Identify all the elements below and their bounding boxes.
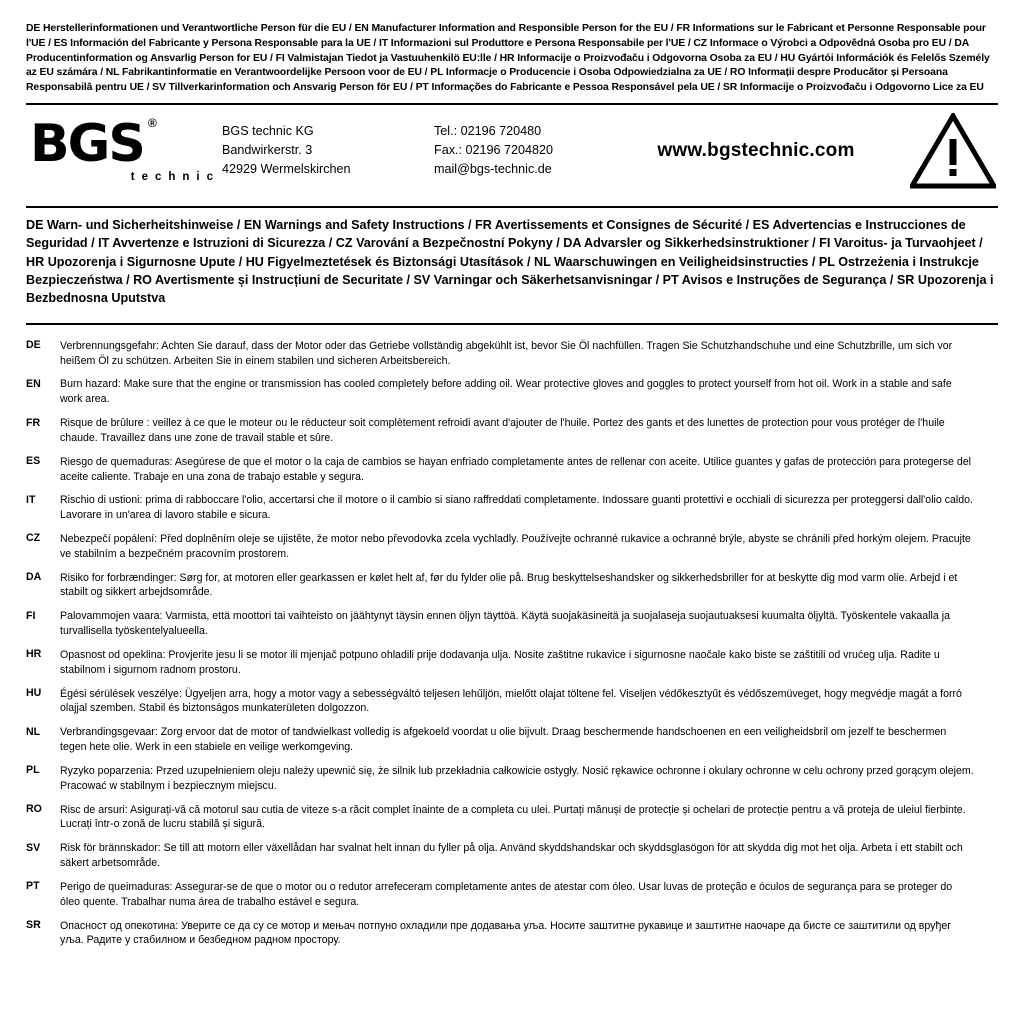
list-item (26, 841, 998, 871)
list-item (26, 455, 998, 485)
list-item (26, 687, 998, 717)
language-text: Risk för brännskador: Se till att motorn eller växellådan har svalnat helt innan du fyller på olja. Använd skyddshandskar och skyddsglasögon för att skydda dig mot het olja. Arbeta i ett stabilt och säkert arbetsområde. (60, 842, 963, 870)
list-item (26, 571, 998, 601)
company-street: Bandwirkerstr. 3 (222, 143, 313, 158)
language-text: Opasnost od opeklina: Provjerite jesu li se motor ili mjenjač potpuno ohladili prije dodavanja ulja. Nosite zaštitne rukavice i sigurnosne naočale kako biste se zaštitili od vrućeg ulja. Radite u stabilnom i sigurnom radnom prostoru. (60, 648, 940, 676)
company-city: 42929 Wermelskirchen (222, 162, 351, 177)
list-item (26, 532, 998, 562)
list-item (26, 764, 998, 794)
language-text: Riesgo de quemaduras: Asegúrese de que el motor o la caja de cambios se hayan enfriado completamente antes de rellenar con aceite. Utilice guantes y gafas de protección para protegerse del aceite caliente. Trabaje en una zona de trabajo estable y segura. (60, 455, 972, 483)
language-code: PT (26, 880, 40, 893)
language-text: Опасност од опекотина: Уверите се да су се мотор и мењач потпуно охладили пре додавања уља. Носите заштитне рукавице и заштитне наочаре да бисте се заштитили од вруђег уља. Радите у стабилном и безбедном радном простору. (60, 919, 952, 947)
language-text: Rischio di ustioni: prima di rabboccare l'olio, accertarsi che il motore o il cambio si siano raffreddati completamente. Indossare guanti protettivi e occhiali di sicurezza per proteggersi dall'olio caldo. Lavorare in un'area di lavoro stabile e sicura. (60, 494, 974, 522)
logo-subtitle: technic (130, 171, 220, 184)
list-item (26, 648, 998, 678)
list-item (26, 880, 998, 910)
list-item (26, 416, 998, 446)
list-item (26, 725, 998, 755)
company-telephone: Tel.: 02196 720480 (434, 124, 542, 139)
language-text: Burn hazard: Make sure that the engine or transmission has cooled completely before adding oil. Wear protective gloves and goggles to protect yourself from hot oil. Work in a stable and safe work area. (60, 378, 952, 406)
language-code: PL (26, 764, 40, 777)
warnings-heading-block: DE Warn- und Sicherheitshinweise / EN Warnings and Safety Instructions / FR Avertissements et Consignes de Sécurité / ES Advertencias e Instrucciones de Seguridad / IT Avvertenze e Istruzioni di Sicurezza / CZ Varování a Bezpečnostní Pokyny / DA Advarsler og Sikkerhedsinstruktioner / FI Varoitus- ja Turvaohjeet / HR Upozorenja i Sigurnosne Upute / HU Figyelmeztetések és Biztonsági Utasítások / NL Waarschuwingen en Veiligheidsinstructies / PL Ostrzeżenia i Instrukcje Bezpieczeństwa / RO Avertismente și Instrucțiuni de Securitate / SV Varningar och Säkerhetsanvisningar / PT Avisos e Instruções de Segurança / SR Upozorenja i Bezbednosna Uputstva (26, 217, 994, 306)
list-item (26, 339, 998, 369)
language-code: HR (26, 648, 42, 661)
company-header-band (26, 105, 998, 199)
language-code: DE (26, 339, 41, 352)
language-code: EN (26, 377, 41, 390)
language-text: Palovammojen vaara: Varmista, että moottori tai vaihteisto on jäähtynyt täysin ennen öljyn täyttöä. Käytä suojakäsineitä ja suojalaseja suojautuaksesi kuumalta öljyltä. Työskentele vakaalla ja turvallisella työskentelyalueella. (60, 610, 950, 638)
warning-triangle-icon (910, 113, 996, 189)
list-item (26, 803, 998, 833)
language-text: Nebezpečí popálení: Před doplněním oleje se ujistěte, že motor nebo převodovka zcela vychladly. Používejte ochranné rukavice a ochranné brýle, abyste se chránili před horkým olejem. Pracujte ve stabilním a bezpečném pracovním prostorem. (60, 532, 971, 560)
language-code: FR (26, 416, 41, 429)
list-item (26, 919, 998, 949)
language-text: Risiko for forbrændinger: Sørg for, at motoren eller gearkassen er kølet helt af, før du fylder olie på. Brug beskyttelseshandsker og sikkerhedsbriller for at beskytte dig mod varm olie. Arbejd i et stabilt og sikkert arbejdsområde. (60, 571, 958, 599)
language-text: Ryzyko poparzenia: Przed uzupełnieniem oleju należy upewnić się, że silnik lub przekładnia całkowicie ostygły. Nosić rękawice ochronne i okulary ochronne w celu ochrony przed gorącym olejem. Pracować w stabilnym i bezpiecznym miejscu. (60, 764, 974, 792)
language-code: NL (26, 725, 41, 738)
company-contact (434, 122, 634, 179)
language-text: Perigo de queimaduras: Assegurar-se de que o motor ou o redutor arrefeceram completamente antes de atestar com óleo. Usar luvas de proteção e óculos de segurança para se proteger do óleo quente. Trabalhar numa área de trabalho estável e segura. (60, 880, 953, 908)
list-item (26, 377, 998, 407)
company-address (222, 122, 434, 179)
language-text: Risque de brûlure : veillez à ce que le moteur ou le réducteur soit complètement refroidi avant d'ajouter de l'huile. Portez des gants et des lunettes de protection pour vous protéger de l'huile chaude. Travaillez dans une zone de travail stable et sûre. (60, 417, 945, 444)
language-code: CZ (26, 532, 41, 545)
language-text: Verbrennungsgefahr: Achten Sie darauf, dass der Motor oder das Getriebe vollständig abgekühlt ist, bevor Sie Öl nachfüllen. Tragen Sie Schutzhandschuhe und eine Schutzbrille, um sich vor heißem Öl zu schützen. Arbeiten Sie in einem stabilen und sicheren Arbeitsbereich. (60, 339, 953, 367)
language-code: SR (26, 919, 41, 932)
manufacturer-information-block: DE Herstellerinformationen und Verantwortliche Person für die EU / EN Manufacturer Information and Responsible Person for the EU / FR Informations sur le Fabricant et Personne Responsable pour l'UE / ES Información del Fabricante y Persona Responsable para la UE / IT Informazioni sul Produttore e Persona Responsabile per l'UE / CZ Informace o Výrobci a Odpovědná Osoba pro EU / DA Producentinformation og Ansvarlig Person for EU / FI Valmistajan Tiedot ja Vastuuhenkilö EU:lle / HR Informacije o Proizvođaču i Odgovorna Osoba za EU / HU Gyártói Információk és Felelős Személy az EU számára / NL Fabrikantinformatie en Verantwoordelijke Persoon voor de EU / PL Informacje o Producencie i Osoba Odpowiedzialna za UE / RO Informații despre Producător și Persoana Responsabilă pentru UE / SV Tillverkarinformation och Ansvarig Person för EU / PT Informações do Fabricante e Pessoa Responsável pela UE / SR Informacije o Proizvođaču i Odgovorno Lice za EU (26, 23, 990, 94)
company-fax: Fax.: 02196 7204820 (434, 143, 554, 158)
language-code: DA (26, 571, 42, 584)
language-code: HU (26, 687, 42, 700)
company-website: www.bgstechnic.com (657, 139, 855, 161)
language-instructions-list (26, 325, 998, 949)
language-text: Égési sérülések veszélye: Ügyeljen arra, hogy a motor vagy a sebességváltó teljesen lehűljön, mielőtt olajat töltene fel. Viseljen védőkesztyűt és védőszemüveget, hogy megvédje magát a forró olajjal szemben. Stabil és biztonságos munkaterületen dolgozzon. (60, 687, 962, 715)
company-name: BGS technic KG (222, 124, 314, 139)
registered-trademark-icon: ® (147, 116, 157, 131)
logo-wordmark: BGS (30, 114, 144, 175)
company-email: mail@bgs-technic.de (434, 162, 552, 177)
list-item (26, 609, 998, 639)
language-code: RO (26, 803, 42, 816)
language-code: ES (26, 455, 41, 468)
language-text: Risc de arsuri: Asigurați-vă că motorul sau cutia de viteze s-a răcit complet înainte de a completa cu ulei. Purtați mănuși de protecție și ochelari de protecție pentru a vă proteja de uleiul fierbinte. Lucrați într-o zonă de lucru stabilă și sigură. (60, 803, 966, 831)
language-code: FI (26, 609, 36, 622)
company-logo (26, 114, 222, 184)
warning-symbol (888, 113, 998, 189)
language-code: IT (26, 493, 36, 506)
list-item (26, 493, 998, 523)
language-text: Verbrandingsgevaar: Zorg ervoor dat de motor of tandwielkast volledig is afgekoeld voordat u olie bijvult. Draag beschermende handschoenen en een veiligheidsbril om jezelf te beschermen tegen hete olie. Werk in een stabiele en veilige werkomgeving. (60, 726, 947, 754)
language-code: SV (26, 841, 41, 854)
